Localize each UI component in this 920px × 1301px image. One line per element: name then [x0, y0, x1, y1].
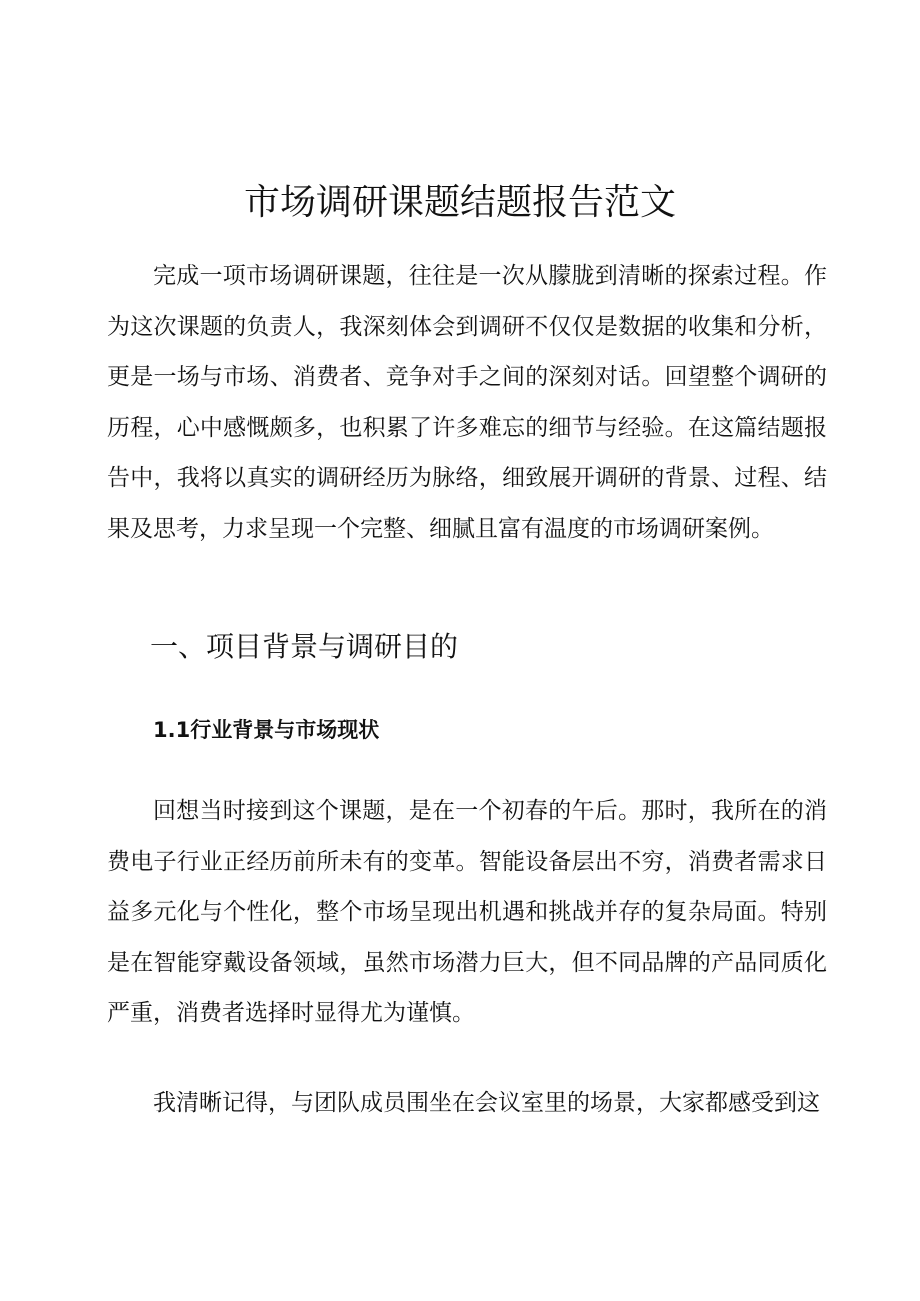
intro-paragraph: 完成一项市场调研课题，往往是一次从朦胧到清晰的探索过程。作为这次课题的负责人，我深刻体会到调研不仅仅是数据的收集和分析，更是一场与市场、消费者、竞争对手之间的深刻对话。回望整个调研的历程，心中感慨颇多，也积累了许多难忘的细节与经验。在这篇结题报告中，我将以真实的调研经历为脉络，细致展开调研的背景、过程、结果及思考，力求呈现一个完整、细腻且富有温度的市场调研案例。 — [107, 263, 827, 542]
subsection-heading: 1.1行业背景与市场现状 — [153, 718, 380, 742]
body-paragraph: 回想当时接到这个课题，是在一个初春的午后。那时，我所在的消费电子行业正经历前所未有的变革。智能设备层出不穷，消费者需求日益多元化与个性化，整个市场呈现出机遇和挑战并存的复杂局面。特别是在智能穿戴设备领域，虽然市场潜力巨大，但不同品牌的产品同质化严重，消费者选择时显得尤为谨慎。 — [107, 798, 827, 1026]
body-paragraph-truncated: 我清晰记得，与团队成员围坐在会议室里的场景，大家都感受到这 — [153, 1090, 820, 1116]
document-title: 市场调研课题结题报告范文 — [243, 182, 676, 223]
section-heading: 一、项目背景与调研目的 — [150, 630, 459, 663]
